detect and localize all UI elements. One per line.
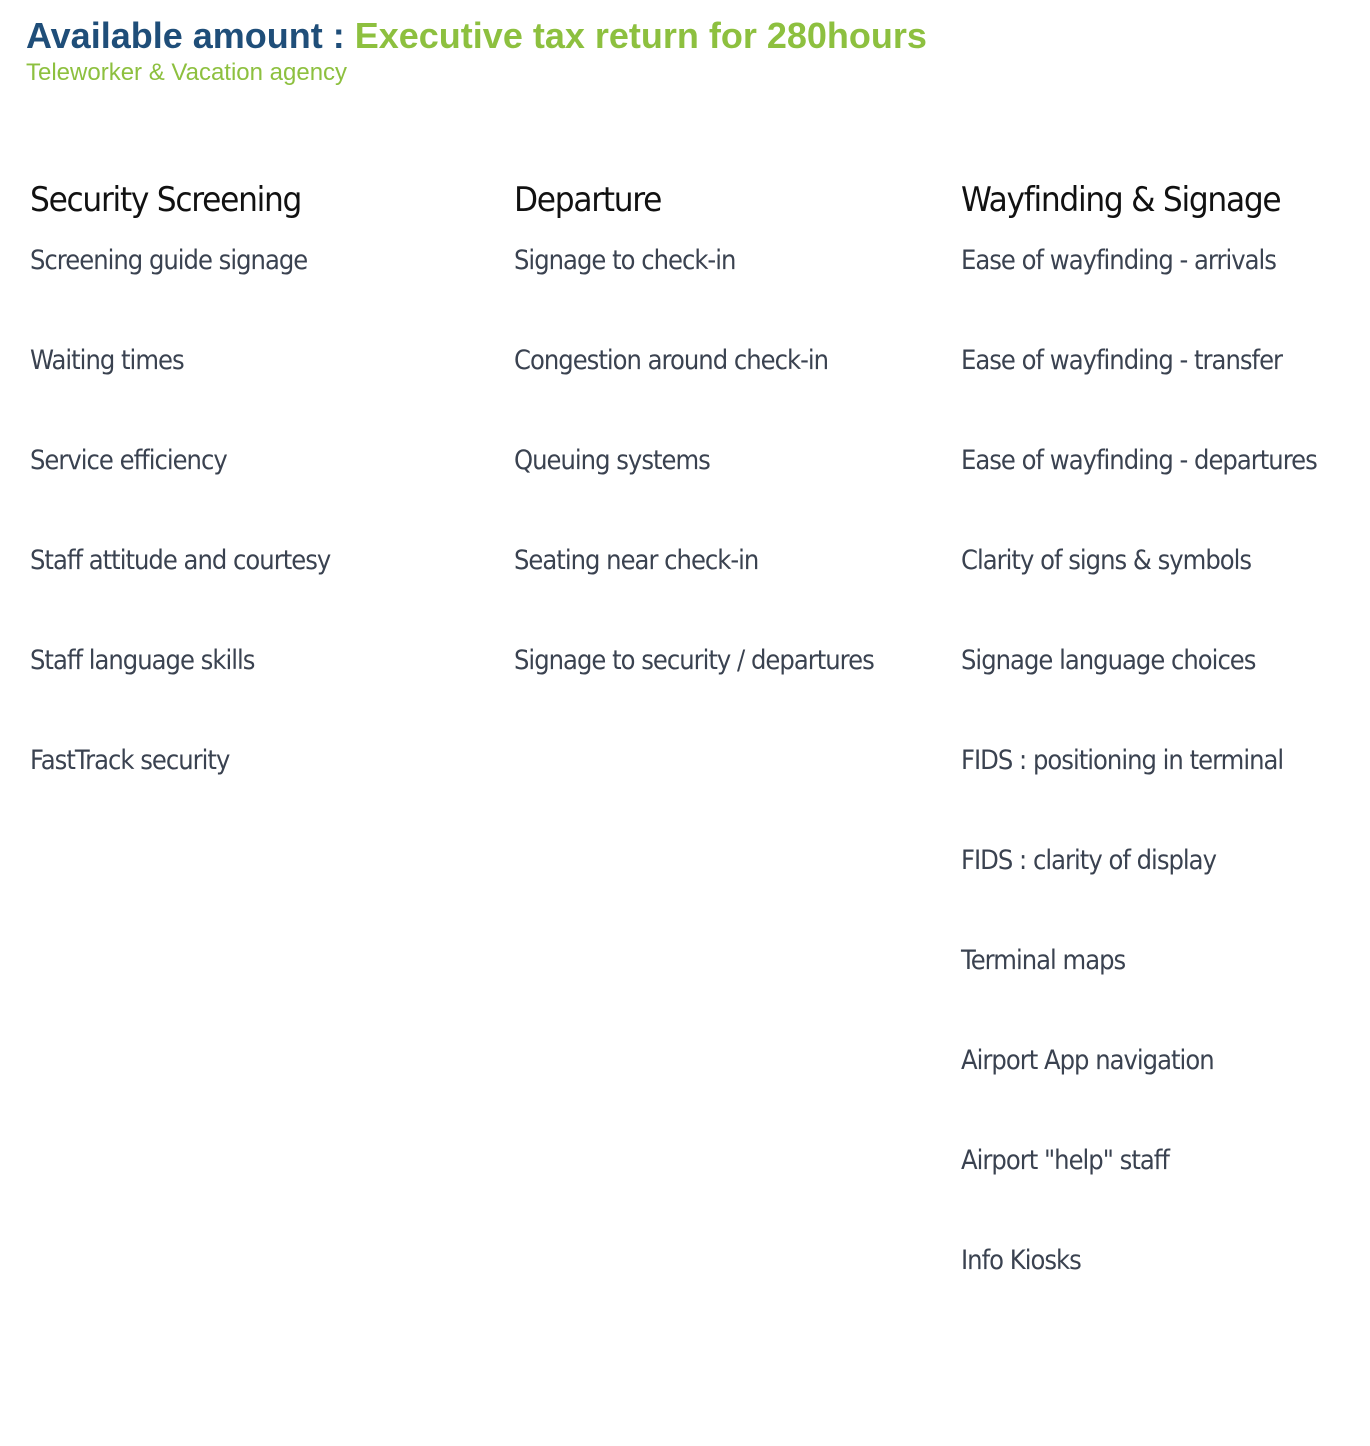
list-item: Signage language choices — [961, 645, 1256, 676]
page-title — [26, 14, 927, 58]
list-item: Ease of wayfinding - transfer — [961, 345, 1283, 376]
column-wayfinding-signage — [961, 172, 1356, 1328]
list-item: FIDS : clarity of display — [961, 845, 1216, 876]
page-header — [26, 14, 927, 88]
column-security-screening — [30, 172, 364, 828]
list-item: Staff language skills — [30, 645, 255, 676]
column-list — [514, 228, 914, 728]
title-main: Executive tax return for 280hours — [354, 15, 927, 56]
list-item: Seating near check-in — [514, 545, 759, 576]
list-item: Info Kiosks — [961, 1245, 1081, 1276]
list-item: FIDS : positioning in terminal — [961, 745, 1284, 776]
list-item: Staff attitude and courtesy — [30, 545, 331, 576]
list-item: Ease of wayfinding - departures — [961, 445, 1317, 476]
list-item: Signage to security / departures — [514, 645, 874, 676]
list-item: Clarity of signs & symbols — [961, 545, 1252, 576]
list-item: Airport App navigation — [961, 1045, 1214, 1076]
page-subtitle: Teleworker & Vacation agency — [26, 59, 348, 86]
list-item: Airport "help" staff — [961, 1145, 1169, 1176]
list-item: Queuing systems — [514, 445, 710, 476]
list-item: FastTrack security — [30, 745, 230, 776]
list-item: Ease of wayfinding - arrivals — [961, 245, 1276, 276]
list-item: Waiting times — [30, 345, 184, 376]
list-item: Signage to check-in — [514, 245, 736, 276]
list-item: Congestion around check-in — [514, 345, 829, 376]
column-list — [961, 228, 1356, 1328]
list-item: Screening guide signage — [30, 245, 308, 276]
column-heading: Wayfinding & Signage — [961, 180, 1281, 220]
title-prefix: Available amount : — [26, 15, 355, 56]
list-item: Service efficiency — [30, 445, 227, 476]
list-item: Terminal maps — [961, 945, 1126, 976]
column-heading: Security Screening — [30, 180, 302, 220]
column-departure — [514, 172, 914, 728]
column-heading: Departure — [514, 180, 662, 220]
column-list — [30, 228, 364, 828]
